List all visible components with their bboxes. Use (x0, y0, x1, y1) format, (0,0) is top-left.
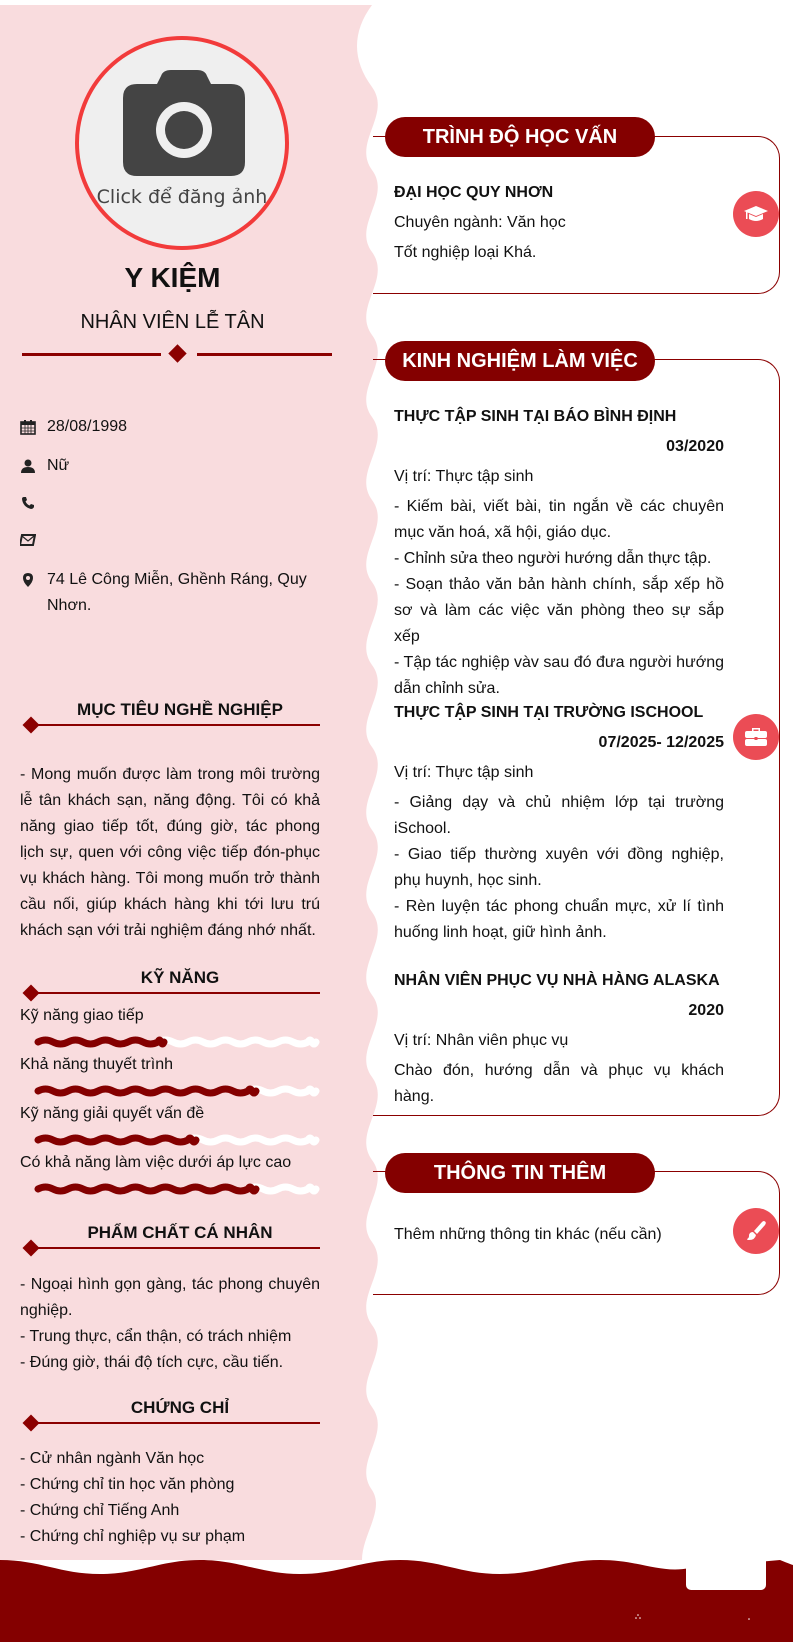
candidate-name: Y KIỆM (124, 262, 221, 293)
skill-item: Kỹ năng giải quyết vấn đề (20, 1103, 320, 1125)
section-header-objective: MỤC TIÊU NGHỀ NGHIỆP (20, 700, 320, 728)
birthday-value: 28/08/1998 (47, 418, 128, 435)
job-details: Chào đón, hướng dẫn và phục vụ khách hàng. (394, 1062, 724, 1105)
job-title: THỰC TẬP SINH TẠI BÁO BÌNH ĐỊNH (394, 408, 677, 425)
sidebar (0, 0, 360, 1580)
section-header-qualities: PHẨM CHẤT CÁ NHÂN (20, 1223, 320, 1251)
education-grade: Tốt nghiệp loại Khá. (394, 244, 537, 261)
section-header-education: TRÌNH ĐỘ HỌC VẤN (385, 117, 655, 157)
job-position: Vị trí: Thực tập sinh (394, 764, 534, 781)
contact-gender (20, 453, 310, 479)
section-header-skills: KỸ NĂNG (20, 968, 320, 996)
job-date: 03/2020 (666, 438, 724, 455)
section-header-experience: KINH NGHIỆM LÀM VIỆC (385, 341, 655, 381)
certificates-list (20, 1446, 320, 1550)
job-date: 07/2025- 12/2025 (598, 734, 724, 751)
experience-job (394, 968, 724, 1110)
map-marker-icon (20, 572, 36, 588)
user-icon (20, 458, 36, 474)
quality-item: - Đúng giờ, thái độ tích cực, cầu tiến. (20, 1354, 284, 1371)
objective-text: - Mong muốn được làm trong môi trường lễ tân khách sạn, năng động. Tôi có khả năng giao tiếp tốt, đúng giờ, tác phong lịch sự, quen với công việc tiếp đón-phục vụ khách hàng. Tôi mong muốn trở thành cầu nối, giúp khách hàng khi tới lưu trú khách sạn với trải nghiệm đáng nhớ nhất. (20, 766, 320, 939)
experience-job (394, 404, 724, 702)
graduation-cap-icon (744, 202, 768, 226)
quality-item: - Trung thực, cẩn thận, có trách nhiệm (20, 1328, 292, 1345)
footer-wave (0, 1560, 793, 1642)
job-title: THỰC TẬP SINH TẠI TRƯỜNG ISCHOOL (394, 704, 704, 721)
section-header-additional: THÔNG TIN THÊM (385, 1153, 655, 1193)
skill-bar (34, 1133, 320, 1147)
education-school: ĐẠI HỌC QUY NHƠN (394, 184, 554, 201)
certificate-item: - Chứng chỉ Tiếng Anh (20, 1502, 180, 1519)
paint-brush-icon (744, 1219, 768, 1243)
education-content (394, 180, 724, 270)
skill-bar (34, 1035, 320, 1049)
additional-icon-badge (733, 1208, 779, 1254)
skill-bar (34, 1084, 320, 1098)
job-details: - Kiếm bài, viết bài, tin ngắn về các chuyên mục văn hoá, xã hội, giáo dục. - Chỉnh sửa theo người hướng dẫn thực tập. - Soạn thảo văn bản hành chính, sắp xếp hồ sơ và làm các việc văn phòng theo sự sắp xếp - Tập tác nghiệp vàv sau đó đưa người hướng dẫn chỉnh sửa. (394, 498, 724, 697)
education-major: Chuyên ngành: Văn học (394, 214, 566, 231)
briefcase-icon (744, 725, 768, 749)
additional-text: Thêm những thông tin khác (nếu cần) (394, 1226, 662, 1243)
candidate-job-title: NHÂN VIÊN LỄ TÂN (80, 311, 265, 333)
additional-content (394, 1222, 724, 1252)
qualities-list (20, 1272, 320, 1376)
job-title: NHÂN VIÊN PHỤC VỤ NHÀ HÀNG ALASKA (394, 972, 720, 989)
job-position: Vị trí: Nhân viên phục vụ (394, 1032, 569, 1049)
certificate-item: - Cử nhân ngành Văn học (20, 1450, 205, 1467)
phone-icon (20, 495, 36, 511)
section-header-certificates: CHỨNG CHỈ (20, 1398, 320, 1426)
calendar-icon (20, 419, 36, 435)
address-value: 74 Lê Công Miễn, Ghềnh Ráng, Quy Nhơn. (47, 571, 307, 614)
experience-job (394, 700, 724, 946)
skill-item: Có khả năng làm việc dưới áp lực cao (20, 1152, 320, 1174)
education-icon-badge (733, 191, 779, 237)
job-position: Vị trí: Thực tập sinh (394, 468, 534, 485)
skill-item: Kỹ năng giao tiếp (20, 1005, 320, 1027)
contact-birthday (20, 414, 310, 440)
quality-item: - Ngoại hình gọn gàng, tác phong chuyên nghiệp. (20, 1276, 320, 1319)
experience-icon-badge (733, 714, 779, 760)
gender-value: Nữ (47, 457, 70, 474)
skill-bar (34, 1182, 320, 1196)
job-details: - Giảng dạy và chủ nhiệm lớp tại trường iSchool. - Giao tiếp thường xuyên với đồng nghiệp, phụ huynh, học sinh. - Rèn luyện tác phong chuẩn mực, xử lí tình huống linh hoạt, giữ hình ảnh. (394, 794, 724, 941)
certificate-item: - Chứng chỉ tin học văn phòng (20, 1476, 235, 1493)
contact-address (20, 567, 310, 619)
envelope-icon (20, 532, 36, 548)
job-date: 2020 (688, 1002, 724, 1019)
camera-icon (123, 70, 245, 176)
avatar-upload[interactable] (75, 36, 289, 250)
avatar-upload-label: Click để đăng ảnh (96, 186, 268, 208)
certificate-item: - Chứng chỉ nghiệp vụ sư phạm (20, 1528, 246, 1545)
title-divider (22, 345, 332, 361)
skill-item: Khả năng thuyết trình (20, 1054, 320, 1076)
